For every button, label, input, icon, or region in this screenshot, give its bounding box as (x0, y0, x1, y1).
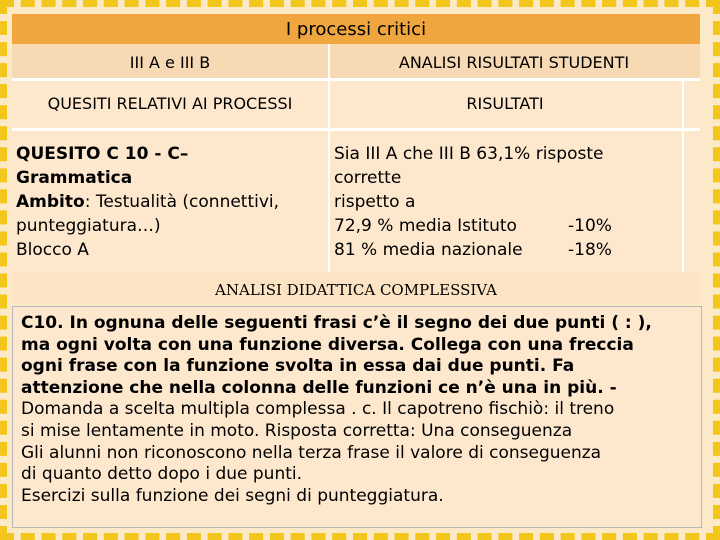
analysis-bold-line: ogni frase con la funzione svolta in essa dai due punti. Fa (21, 356, 575, 377)
column-divider (682, 80, 684, 272)
analysis-bold-line: attenzione che nella colonna delle funzioni ce n’è una in più. - (21, 377, 617, 398)
question-line-3 (16, 190, 328, 214)
results-line-5 (334, 238, 682, 262)
subheader-results: RISULTATI (328, 80, 682, 128)
analysis-bold-line: ma ogni volta con una funzione diversa. Collega con una freccia (21, 334, 634, 355)
subheader-questions: QUESITI RELATIVI AI PROCESSI (12, 80, 328, 128)
row-divider (12, 78, 700, 81)
ambito-text: : Testualità (connettivi, (84, 192, 280, 212)
analysis-line: si mise lentamente in moto. Risposta corretta: Una conseguenza (21, 420, 573, 441)
question-line-4: punteggiatura…) (16, 216, 161, 236)
ambito-label: Ambito (16, 192, 85, 212)
question-cell (12, 132, 328, 272)
question-line-1: QUESITO C 10 - C– (16, 144, 189, 164)
question-line-5: Blocco A (16, 240, 89, 260)
results-line-2: corrette (334, 168, 402, 188)
analysis-line: di quanto detto dopo i due punti. (21, 464, 303, 485)
header-classes: III A e III B (12, 44, 328, 78)
analysis-line: Esercizi sulla funzione dei segni di punteggiatura. (21, 485, 444, 506)
analysis-bold-line: C10. In ognuna delle seguenti frasi c’è il segno dei due punti ( : ), (21, 313, 652, 333)
analysis-line: Domanda a scelta multipla complessa . c. Il capotreno fischiò: il treno (21, 399, 615, 420)
national-average: 81 % media nazionale (334, 240, 523, 260)
analysis-text-box (12, 306, 702, 528)
analysis-line: Gli alunni non riconoscono nella terza frase il valore di conseguenza (21, 442, 602, 463)
question-line-2: Grammatica (16, 168, 133, 188)
institute-delta: -10% (568, 216, 612, 236)
header-analysis: ANALISI RISULTATI STUDENTI (328, 44, 700, 78)
national-delta: -18% (568, 240, 612, 260)
results-cell (328, 132, 682, 272)
results-line-1: Sia III A che III B 63,1% risposte (334, 144, 604, 164)
results-line-4 (334, 214, 682, 238)
table-stub-cell (682, 80, 700, 128)
row-divider (12, 128, 700, 131)
institute-average: 72,9 % media Istituto (334, 216, 517, 236)
results-line-3: rispetto a (334, 192, 416, 212)
analysis-header: ANALISI DIDATTICA COMPLESSIVA (12, 272, 700, 304)
table-stub-cell (682, 132, 700, 272)
slide-title: I processi critici (12, 14, 700, 44)
